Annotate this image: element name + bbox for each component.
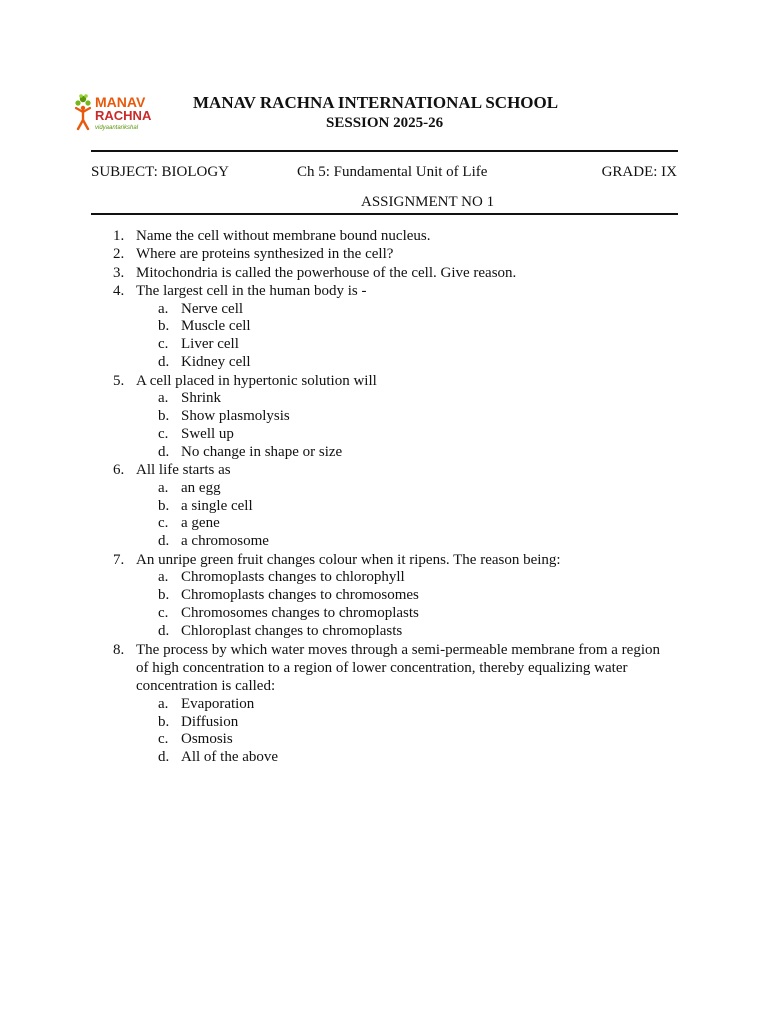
option-label: b. [158, 497, 170, 514]
option-label: b. [158, 408, 170, 425]
question-item [91, 461, 668, 551]
question-text: An unripe green fruit changes colour when it ripens. The reason being: [136, 552, 561, 568]
option-text: Muscle cell [181, 318, 251, 335]
option-label: d. [158, 749, 170, 766]
option-label: a. [158, 479, 169, 496]
option-item [136, 408, 668, 426]
option-list [136, 569, 668, 640]
option-item [136, 714, 668, 732]
option-text: Chromosomes changes to chromoplasts [181, 605, 419, 621]
option-list [136, 390, 668, 461]
option-item [136, 515, 668, 533]
option-item [136, 426, 668, 444]
grade-label: GRADE: IX [601, 164, 677, 180]
question-text: Mitochondria is called the powerhouse of the cell. Give reason. [136, 264, 517, 281]
option-text: a chromosome [181, 533, 269, 550]
option-label: d. [158, 533, 170, 550]
question-text: All life starts as [136, 462, 231, 479]
option-item [136, 696, 668, 714]
question-item [91, 227, 668, 245]
question-item [91, 264, 668, 282]
option-list [136, 696, 668, 767]
option-text: Chloroplast changes to chromoplasts [181, 622, 403, 639]
question-number: 3. [113, 264, 125, 281]
option-text: All of the above [181, 749, 279, 766]
option-label: d. [158, 622, 170, 639]
option-text: Chromoplasts changes to chromosomes [181, 587, 419, 604]
question-text: The largest cell in the human body is - [136, 283, 367, 300]
question-item [91, 282, 668, 372]
question-text: A cell placed in hypertonic solution will [136, 372, 377, 389]
question-item [91, 551, 668, 641]
option-label: c. [158, 336, 169, 353]
subject-label: SUBJECT: BIOLOGY [91, 164, 230, 180]
option-item [136, 301, 668, 319]
option-item [136, 444, 668, 462]
question-number: 5. [113, 372, 125, 389]
tree-figure-icon [75, 94, 90, 129]
option-text: Shrink [181, 390, 222, 407]
option-label: a. [158, 300, 169, 317]
chapter-title: Ch 5: Fundamental Unit of Life [297, 164, 488, 180]
option-text: Chromoplasts changes to chlorophyll [181, 569, 405, 586]
question-item [91, 641, 668, 767]
option-label: a. [158, 569, 169, 586]
option-label: d. [158, 354, 170, 371]
option-item [136, 587, 668, 605]
question-number: 1. [113, 228, 125, 244]
option-text: Diffusion [181, 713, 239, 730]
option-item [136, 605, 668, 623]
option-text: Liver cell [181, 336, 239, 353]
option-text: Show plasmolysis [181, 408, 290, 425]
assignment-title: ASSIGNMENT NO 1 [361, 194, 495, 210]
question-text: The process by which water moves through a semi-permeable membrane from a region of high concentration to a region of lower concentration, thereby equalizing water concentration is called: [136, 641, 660, 695]
question-number: 4. [113, 283, 125, 300]
option-label: c. [158, 515, 169, 532]
option-item [136, 533, 668, 551]
option-text: an egg [181, 479, 221, 496]
option-label: c. [158, 605, 169, 621]
question-number: 8. [113, 641, 125, 658]
option-label: c. [158, 425, 169, 442]
option-label: a. [158, 390, 169, 407]
option-item [136, 354, 668, 372]
question-number: 6. [113, 462, 125, 479]
question-number: 2. [113, 246, 125, 263]
option-label: b. [158, 318, 170, 335]
option-label: d. [158, 443, 170, 460]
question-item [91, 245, 668, 263]
option-item [136, 336, 668, 354]
question-text: Where are proteins synthesized in the cell? [136, 246, 394, 263]
header-divider-top [91, 150, 678, 152]
option-list [136, 480, 668, 551]
question-text: Name the cell without membrane bound nucleus. [136, 228, 431, 244]
question-item [91, 372, 668, 462]
option-label: a. [158, 695, 169, 712]
option-item [136, 731, 668, 749]
option-text: Osmosis [181, 731, 233, 748]
logo-text-line2: RACHNA [95, 108, 152, 123]
school-name: MANAV RACHNA INTERNATIONAL SCHOOL [193, 93, 559, 112]
option-text: a gene [181, 515, 220, 532]
option-text: Nerve cell [181, 300, 244, 317]
option-item [136, 390, 668, 408]
question-number: 7. [113, 552, 125, 568]
option-item [136, 318, 668, 336]
option-item [136, 749, 668, 767]
option-label: c. [158, 731, 169, 748]
option-text: a single cell [181, 497, 253, 514]
logo-text-tagline: vidyaantarikshal [95, 125, 139, 131]
option-item [136, 480, 668, 498]
option-text: Evaporation [181, 695, 255, 712]
question-list [91, 227, 668, 767]
option-item [136, 623, 668, 641]
option-text: Swell up [181, 425, 234, 442]
option-text: No change in shape or size [181, 443, 343, 460]
school-logo [72, 92, 168, 134]
option-item [136, 569, 668, 587]
option-text: Kidney cell [181, 354, 251, 371]
option-label: b. [158, 587, 170, 604]
option-label: b. [158, 713, 170, 730]
session-label: SESSION 2025-26 [326, 115, 444, 131]
option-list [136, 301, 668, 372]
header-divider-bottom [91, 213, 678, 215]
option-item [136, 498, 668, 516]
logo-text-line1: MANAV [95, 94, 146, 110]
